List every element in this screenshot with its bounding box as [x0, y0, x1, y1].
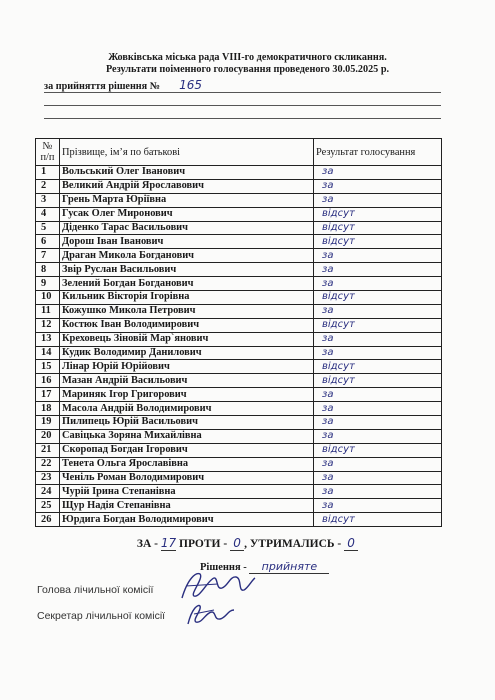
vote-result: за	[314, 485, 442, 499]
vote-result: за	[314, 304, 442, 318]
proty-label: ПРОТИ -	[179, 538, 228, 550]
deputy-name: Щур Надія Степанівна	[60, 499, 314, 513]
vote-result: відсут	[314, 443, 442, 457]
deputy-name: Діденко Тарас Васильович	[60, 221, 314, 235]
vote-result: за	[314, 166, 442, 180]
row-number: 4	[36, 207, 60, 221]
vote-result: відсут	[314, 374, 442, 388]
deputy-name: Грень Марта Юріївна	[60, 193, 314, 207]
table-row	[36, 513, 442, 527]
row-number: 3	[36, 193, 60, 207]
row-number: 21	[36, 443, 60, 457]
vote-result: відсут	[314, 360, 442, 374]
table-row	[36, 179, 442, 193]
vote-table-body	[36, 166, 442, 527]
deputy-name: Тенета Ольга Ярославівна	[60, 457, 314, 471]
vote-table	[35, 138, 442, 527]
deputy-name: Масола Андрій Володимирович	[60, 402, 314, 416]
row-number: 10	[36, 291, 60, 305]
row-number: 11	[36, 304, 60, 318]
table-row	[36, 457, 442, 471]
row-number: 12	[36, 318, 60, 332]
council-title: Жовківська міська рада VIII-го демократичного скликання.	[108, 52, 387, 63]
vote-result: за	[314, 416, 442, 430]
document-header	[0, 52, 495, 76]
row-number: 23	[36, 471, 60, 485]
table-row	[36, 346, 442, 360]
table-row	[36, 193, 442, 207]
vote-result: відсут	[314, 318, 442, 332]
blank-line	[44, 118, 441, 119]
deputy-name: Вольський Олег Іванович	[60, 166, 314, 180]
deputy-name: Костюк Іван Володимирович	[60, 318, 314, 332]
row-number: 6	[36, 235, 60, 249]
table-row	[36, 166, 442, 180]
table-row	[36, 374, 442, 388]
utrymalys-count: 0	[344, 536, 358, 551]
row-number: 14	[36, 346, 60, 360]
deputy-name: Гусак Олег Миронович	[60, 207, 314, 221]
za-label: ЗА -	[136, 538, 158, 550]
vote-result: відсут	[314, 221, 442, 235]
row-number: 15	[36, 360, 60, 374]
deputy-name: Ченіль Роман Володимирович	[60, 471, 314, 485]
deputy-name: Чурій Ірина Степанівна	[60, 485, 314, 499]
row-number: 20	[36, 429, 60, 443]
deputy-name: Скоропад Богдан Ігорович	[60, 443, 314, 457]
vote-result: за	[314, 263, 442, 277]
blank-line	[44, 92, 441, 93]
table-row	[36, 471, 442, 485]
table-row	[36, 277, 442, 291]
table-header-row	[36, 139, 442, 166]
vote-result: відсут	[314, 235, 442, 249]
table-row	[36, 429, 442, 443]
row-number: 13	[36, 332, 60, 346]
table-row	[36, 318, 442, 332]
vote-result: за	[314, 457, 442, 471]
column-header-name: Прізвище, ім’я по батькові	[60, 139, 314, 166]
column-header-number: № п/п	[36, 139, 60, 166]
table-row	[36, 360, 442, 374]
vote-result: за	[314, 471, 442, 485]
deputy-name: Кожушко Микола Петрович	[60, 304, 314, 318]
row-number: 19	[36, 416, 60, 430]
decision-line	[44, 78, 219, 93]
vote-result: за	[314, 429, 442, 443]
row-number: 17	[36, 388, 60, 402]
za-count: 17	[160, 536, 177, 550]
blank-line	[44, 105, 441, 106]
vote-result: за	[314, 402, 442, 416]
decision-result-label: Рішення -	[200, 562, 247, 573]
row-number: 26	[36, 513, 60, 527]
vote-result: відсут	[314, 291, 442, 305]
deputy-name: Зелений Богдан Богданович	[60, 277, 314, 291]
table-row	[36, 304, 442, 318]
row-number: 18	[36, 402, 60, 416]
deputy-name: Мазан Андрій Васильович	[60, 374, 314, 388]
vote-result: відсут	[314, 513, 442, 527]
deputy-name: Савіцька Зоряна Михайлівна	[60, 429, 314, 443]
table-row	[36, 332, 442, 346]
table-row	[36, 207, 442, 221]
decision-prefix: за прийняття рішення №	[44, 81, 160, 92]
vote-results-title: Результати поіменного голосування проведеного 30.05.2025 р.	[105, 64, 390, 75]
row-number: 2	[36, 179, 60, 193]
secretary-signature	[184, 598, 240, 628]
chair-label: Голова лічильної комісії	[37, 584, 154, 596]
vote-result: за	[314, 179, 442, 193]
table-row	[36, 291, 442, 305]
deputy-name: Дорош Іван Іванович	[60, 235, 314, 249]
deputy-name: Кудик Володимир Данилович	[60, 346, 314, 360]
decision-result-value: прийняте	[249, 560, 329, 574]
table-row	[36, 485, 442, 499]
vote-result: за	[314, 332, 442, 346]
row-number: 24	[36, 485, 60, 499]
row-number: 1	[36, 166, 60, 180]
proty-count: 0	[230, 536, 244, 551]
deputy-name: Кильник Вікторія Ігорівна	[60, 291, 314, 305]
table-row	[36, 416, 442, 430]
table-row	[36, 402, 442, 416]
vote-result: за	[314, 346, 442, 360]
deputy-name: Пилипець Юрій Васильович	[60, 416, 314, 430]
table-row	[36, 499, 442, 513]
vote-result: за	[314, 388, 442, 402]
vote-result: за	[314, 249, 442, 263]
deputy-name: Юрдига Богдан Володимирович	[60, 513, 314, 527]
deputy-name: Креховець Зіновій Мар`янович	[60, 332, 314, 346]
row-number: 7	[36, 249, 60, 263]
utrymalys-label: УТРИМАЛИСЬ -	[249, 538, 342, 550]
vote-result: за	[314, 193, 442, 207]
vote-tally: ЗА - 17 ПРОТИ - 0 , УТРИМАЛИСЬ - 0	[0, 536, 495, 551]
vote-result: відсут	[314, 207, 442, 221]
table-row	[36, 249, 442, 263]
table-row	[36, 388, 442, 402]
row-number: 22	[36, 457, 60, 471]
vote-result: за	[314, 277, 442, 291]
column-header-result: Результат голосування	[314, 139, 442, 166]
row-number: 8	[36, 263, 60, 277]
row-number: 9	[36, 277, 60, 291]
secretary-label: Секретар лічильної комісії	[37, 610, 166, 622]
row-number: 5	[36, 221, 60, 235]
table-row	[36, 235, 442, 249]
table-row	[36, 263, 442, 277]
deputy-name: Лінар Юрій Юрійович	[60, 360, 314, 374]
deputy-name: Драган Микола Богданович	[60, 249, 314, 263]
row-number: 25	[36, 499, 60, 513]
decision-number: 165	[163, 78, 219, 93]
table-row	[36, 443, 442, 457]
deputy-name: Мариняк Ігор Григорович	[60, 388, 314, 402]
row-number: 16	[36, 374, 60, 388]
vote-result: за	[314, 499, 442, 513]
deputy-name: Звір Руслан Васильович	[60, 263, 314, 277]
deputy-name: Великий Андрій Ярославович	[60, 179, 314, 193]
table-row	[36, 221, 442, 235]
